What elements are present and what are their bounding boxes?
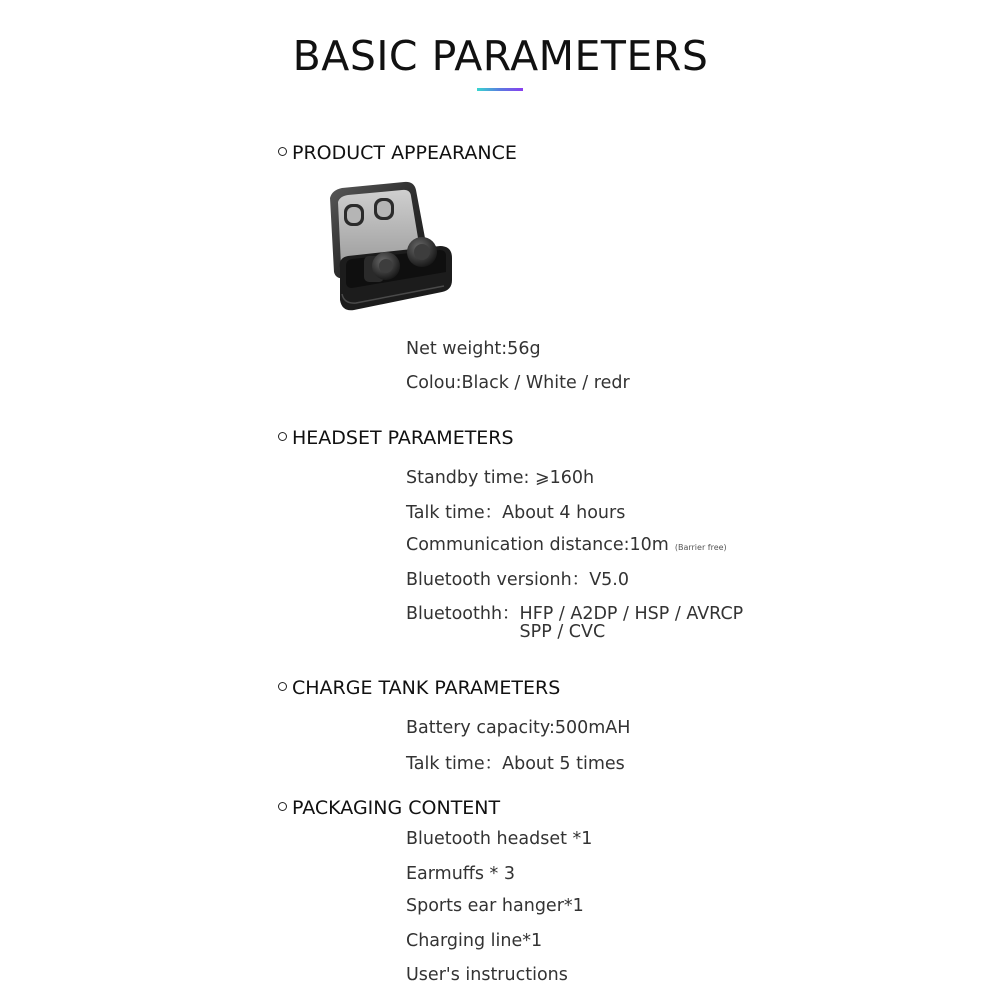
communication-note: (Barrier free) bbox=[674, 543, 727, 552]
bullet-icon bbox=[278, 432, 287, 441]
bullet-icon bbox=[278, 802, 287, 811]
battery-capacity: Battery capacity:500mAH bbox=[406, 718, 631, 738]
bullet-icon bbox=[278, 682, 287, 691]
earbuds-case-illustration bbox=[318, 176, 458, 316]
packaging-item: Charging line*1 bbox=[406, 931, 543, 951]
communication-distance: Communication distance:10m bbox=[406, 535, 669, 555]
charge-talk-time: Talk time：About 5 times bbox=[406, 754, 625, 774]
section-heading-charge-tank-parameters: CHARGE TANK PARAMETERS bbox=[278, 677, 560, 699]
net-weight: Net weight:56g bbox=[406, 339, 541, 359]
page-title: BASIC PARAMETERS bbox=[292, 32, 709, 80]
bluetooth-version: Bluetooth versionh：V5.0 bbox=[406, 570, 630, 590]
bluetooth-values bbox=[520, 604, 744, 641]
packaging-item: Sports ear hanger*1 bbox=[406, 896, 584, 916]
colour: Colou:Black / White / redr bbox=[406, 373, 630, 393]
packaging-item: User's instructions bbox=[406, 965, 568, 985]
talk-time: Talk time：About 4 hours bbox=[406, 503, 626, 523]
section-heading-product-appearance: PRODUCT APPEARANCE bbox=[278, 142, 517, 164]
bluetooth-profiles-line2: SPP / CVC bbox=[519, 622, 606, 642]
communication-distance-row bbox=[406, 535, 727, 558]
title-underline bbox=[477, 88, 523, 91]
packaging-item: Bluetooth headset *1 bbox=[406, 829, 593, 849]
standby-time: Standby time: ⩾160h bbox=[406, 468, 595, 488]
product-image bbox=[318, 176, 458, 320]
section-heading-headset-parameters: HEADSET PARAMETERS bbox=[278, 427, 514, 449]
bluetooth-profiles-row bbox=[406, 604, 743, 641]
section-heading-packaging-content: PACKAGING CONTENT bbox=[278, 797, 500, 819]
packaging-item: Earmuffs * 3 bbox=[406, 864, 515, 884]
bullet-icon bbox=[278, 147, 287, 156]
bluetooth-profiles-line1: HFP / A2DP / HSP / AVRCP bbox=[519, 604, 744, 624]
bluetooth-label: Bluetoothh： bbox=[406, 604, 520, 624]
